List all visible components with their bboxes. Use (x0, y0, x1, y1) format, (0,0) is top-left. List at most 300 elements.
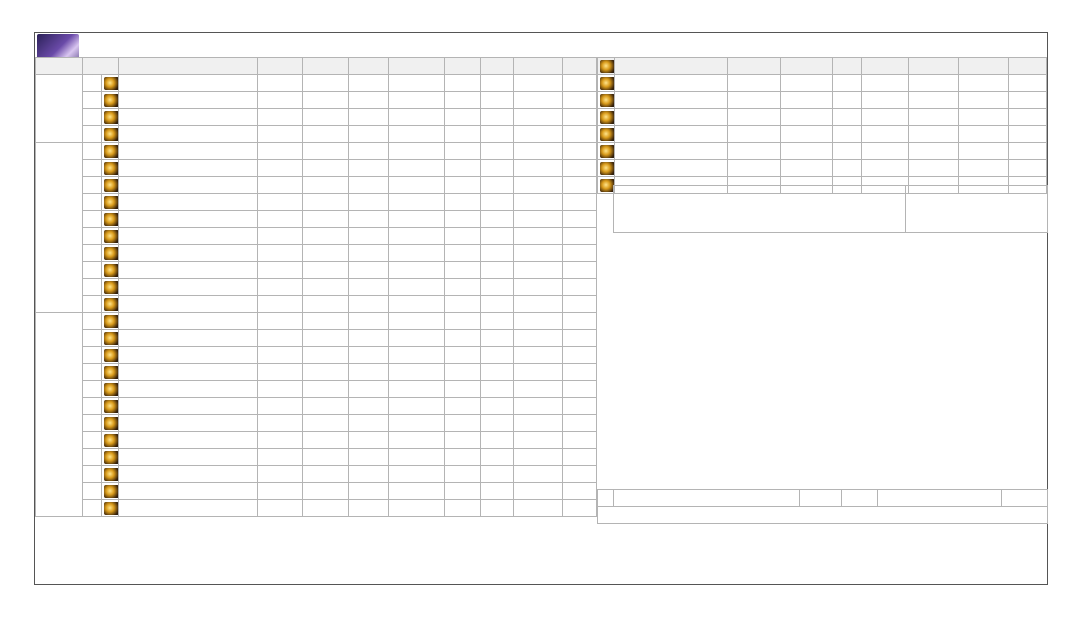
skill-icon-cell (101, 160, 118, 177)
skill-row (36, 415, 597, 432)
skill-real-cooldown (480, 211, 514, 228)
talisman-row (598, 126, 1047, 143)
header-cd (444, 58, 480, 75)
skill-start-level (82, 415, 101, 432)
skill-start-level (82, 313, 101, 330)
skill-cooldown (444, 228, 480, 245)
skill-row (36, 432, 597, 449)
skill-level (258, 432, 302, 449)
skill-icon-cell (101, 483, 118, 500)
skill-icon-cell (101, 415, 118, 432)
skill-aura (563, 109, 597, 126)
skill-cooldown (444, 483, 480, 500)
skill-name (118, 75, 258, 92)
talisman-rate (728, 109, 780, 126)
talisman-row (598, 92, 1047, 109)
header-rate (728, 58, 780, 75)
talisman-dps-up (958, 109, 1008, 126)
skill-real-cooldown (480, 415, 514, 432)
skill-cooldown (444, 75, 480, 92)
skill-icon (104, 349, 118, 362)
skill-icon-cell (101, 279, 118, 296)
skill-start-level (82, 75, 101, 92)
skill-level (258, 245, 302, 262)
skill-base-percent (302, 92, 349, 109)
skill-icon (104, 417, 118, 430)
skill-icon-cell (101, 500, 118, 517)
skill-name (118, 194, 258, 211)
talisman-name (614, 92, 727, 109)
skill-name (118, 432, 258, 449)
skill-icon (104, 196, 118, 209)
talisman-aura (1009, 92, 1047, 109)
skill-level (258, 313, 302, 330)
skill-dps (514, 500, 563, 517)
skill-name (118, 364, 258, 381)
skill-row (36, 500, 597, 517)
skill-dps (514, 347, 563, 364)
skill-dps (514, 432, 563, 449)
skill-name (118, 228, 258, 245)
skill-start-level (82, 381, 101, 398)
talisman-row (598, 109, 1047, 126)
skill-aura (563, 364, 597, 381)
skill-base-percent (302, 279, 349, 296)
skill-real-cooldown (480, 398, 514, 415)
skill-aura (563, 211, 597, 228)
skill-level (258, 381, 302, 398)
talisman-cooldown (832, 92, 861, 109)
skill-level-percent (389, 466, 444, 483)
skill-tp (349, 466, 389, 483)
talisman-rate (728, 160, 780, 177)
skill-dps (514, 143, 563, 160)
skill-cooldown (444, 92, 480, 109)
skill-row (36, 262, 597, 279)
skill-level-percent (389, 262, 444, 279)
skill-dps (514, 177, 563, 194)
skill-level (258, 398, 302, 415)
skill-cooldown (444, 330, 480, 347)
talisman-aura (1009, 126, 1047, 143)
skill-start-level (82, 330, 101, 347)
header-name (614, 58, 727, 75)
skill-name (118, 466, 258, 483)
skill-real-cooldown (480, 296, 514, 313)
aura-rate-value (1002, 490, 1048, 507)
skill-base-percent (302, 245, 349, 262)
skill-real-cooldown (480, 466, 514, 483)
talisman-single-up (908, 126, 958, 143)
skill-icon (104, 179, 118, 192)
skill-level (258, 415, 302, 432)
skill-real-cooldown (480, 143, 514, 160)
skill-base-percent (302, 381, 349, 398)
skill-level-percent (389, 364, 444, 381)
skill-tp (349, 211, 389, 228)
skill-real-cooldown (480, 109, 514, 126)
skill-tp (349, 143, 389, 160)
skill-base-percent (302, 398, 349, 415)
skill-level-percent (389, 500, 444, 517)
skill-start-level (82, 279, 101, 296)
skill-row (36, 75, 597, 92)
header-dps (514, 58, 563, 75)
skill-aura (563, 75, 597, 92)
skill-icon-cell (101, 313, 118, 330)
skill-level-percent (389, 381, 444, 398)
skill-cooldown (444, 432, 480, 449)
skill-icon (104, 77, 118, 90)
skill-name (118, 449, 258, 466)
skill-level-percent (389, 75, 444, 92)
skill-dps (514, 245, 563, 262)
talisman-aura (1009, 160, 1047, 177)
skill-start-level (82, 109, 101, 126)
talisman-dps (862, 160, 908, 177)
talisman-aura (1009, 109, 1047, 126)
skill-dps (514, 330, 563, 347)
skill-icon (104, 366, 118, 379)
skill-aura (563, 194, 597, 211)
skill-real-cooldown (480, 92, 514, 109)
skill-dps (514, 398, 563, 415)
talisman-cooldown (832, 143, 861, 160)
talisman-icon (600, 77, 614, 90)
skill-aura (563, 126, 597, 143)
skill-aura (563, 415, 597, 432)
skill-tp (349, 347, 389, 364)
skill-icon-cell (101, 245, 118, 262)
skill-aura (563, 296, 597, 313)
talisman-cooldown (832, 126, 861, 143)
skill-icon (104, 213, 118, 226)
talisman-icon-cell (598, 92, 615, 109)
skill-start-level (82, 177, 101, 194)
talisman-rate (728, 75, 780, 92)
skill-icon (104, 162, 118, 175)
skill-level (258, 347, 302, 364)
skill-cooldown (444, 415, 480, 432)
skill-tp (349, 109, 389, 126)
skill-start-level (82, 500, 101, 517)
skill-icon (104, 502, 118, 515)
skill-aura (563, 449, 597, 466)
skill-aura (563, 381, 597, 398)
skill-row (36, 398, 597, 415)
skill-start-level (82, 228, 101, 245)
skill-tp (349, 330, 389, 347)
skill-tp (349, 75, 389, 92)
skill-cooldown (444, 313, 480, 330)
skill-dps (514, 109, 563, 126)
skill-name (118, 483, 258, 500)
skill-start-level (82, 347, 101, 364)
skill-category (36, 313, 83, 517)
skill-level-percent (389, 143, 444, 160)
skill-aura (563, 279, 597, 296)
skill-tp (349, 296, 389, 313)
talisman-header-row (598, 58, 1047, 75)
header-name (118, 58, 258, 75)
talisman-icon-cell (598, 75, 615, 92)
skill-icon-cell (101, 364, 118, 381)
skill-base-percent (302, 262, 349, 279)
skill-category (36, 75, 83, 143)
skill-real-cooldown (480, 228, 514, 245)
skill-base-percent (302, 177, 349, 194)
skill-dps (514, 228, 563, 245)
skill-aura (563, 398, 597, 415)
skill-row (36, 381, 597, 398)
skill-tp (349, 381, 389, 398)
skill-name (118, 381, 258, 398)
skill-icon (104, 230, 118, 243)
talisman-single-up (908, 143, 958, 160)
talisman-icon-cell (598, 177, 615, 194)
talisman-icon (600, 128, 614, 141)
talisman-name (614, 75, 727, 92)
skill-name (118, 92, 258, 109)
skill-tp (349, 245, 389, 262)
skill-aura (563, 432, 597, 449)
skill-row (36, 160, 597, 177)
skill-tp (349, 262, 389, 279)
skill-level (258, 177, 302, 194)
sheet-title (35, 33, 1047, 57)
skill-cooldown (444, 449, 480, 466)
skill-row (36, 194, 597, 211)
skill-level (258, 483, 302, 500)
talisman-name (614, 160, 727, 177)
notes-block (35, 521, 1047, 584)
skill-level (258, 126, 302, 143)
talisman-cooldown (832, 160, 861, 177)
skill-real-cooldown (480, 347, 514, 364)
talisman-dps-up (958, 92, 1008, 109)
skill-base-percent (302, 109, 349, 126)
skill-icon-cell (101, 466, 118, 483)
skill-start-level (82, 262, 101, 279)
skill-start-level (82, 466, 101, 483)
skill-level (258, 279, 302, 296)
skill-row (36, 313, 597, 330)
skill-dps (514, 194, 563, 211)
skill-icon (104, 485, 118, 498)
skill-aura (563, 330, 597, 347)
header-cd (832, 58, 861, 75)
skill-cooldown (444, 143, 480, 160)
skill-tp (349, 177, 389, 194)
skill-row (36, 245, 597, 262)
skill-icon (104, 332, 118, 345)
talisman-name (614, 126, 727, 143)
skill-real-cooldown (480, 262, 514, 279)
skill-dps (514, 296, 563, 313)
skill-level (258, 143, 302, 160)
skill-base-percent (302, 126, 349, 143)
skill-start-level (82, 398, 101, 415)
skill-name (118, 500, 258, 517)
skill-level-percent (389, 194, 444, 211)
skill-dps (514, 381, 563, 398)
skill-dps (514, 466, 563, 483)
skill-name (118, 330, 258, 347)
talisman-row (598, 75, 1047, 92)
header-lvp (389, 58, 444, 75)
skill-dps (514, 364, 563, 381)
header-start-level (82, 58, 118, 75)
header-base (302, 58, 349, 75)
skill-level (258, 466, 302, 483)
skill-row (36, 228, 597, 245)
skill-start-level (82, 432, 101, 449)
skill-cooldown (444, 398, 480, 415)
skill-real-cooldown (480, 381, 514, 398)
skill-level-percent (389, 432, 444, 449)
skill-level (258, 228, 302, 245)
skill-level-percent (389, 92, 444, 109)
header-aura (1009, 58, 1047, 75)
skill-row (36, 466, 597, 483)
skill-icon (104, 128, 118, 141)
skill-level (258, 75, 302, 92)
skill-level-percent (389, 245, 444, 262)
skill-icon-cell (101, 228, 118, 245)
skill-header-row (36, 58, 597, 75)
skill-name (118, 279, 258, 296)
skill-real-cooldown (480, 500, 514, 517)
skill-base-percent (302, 415, 349, 432)
skill-cooldown (444, 279, 480, 296)
skill-table (35, 57, 597, 517)
skill-name (118, 347, 258, 364)
talisman-dps-up (958, 126, 1008, 143)
skill-real-cooldown (480, 432, 514, 449)
buff-total-value (842, 490, 878, 507)
skill-level (258, 296, 302, 313)
skill-tp (349, 160, 389, 177)
header-lvp (780, 58, 832, 75)
skill-level-percent (389, 415, 444, 432)
skill-category (36, 143, 83, 313)
skill-base-percent (302, 228, 349, 245)
skill-dps (514, 160, 563, 177)
skill-icon (104, 145, 118, 158)
skill-cooldown (444, 347, 480, 364)
skill-dps (514, 449, 563, 466)
skill-icon (104, 111, 118, 124)
talisman-cooldown (832, 109, 861, 126)
talisman-level-percent (780, 92, 832, 109)
talisman-header-icon (600, 60, 614, 73)
skill-aura (563, 245, 597, 262)
skill-level (258, 449, 302, 466)
talisman-level-percent (780, 109, 832, 126)
rate-value (906, 186, 1048, 233)
talisman-level-percent (780, 143, 832, 160)
skill-icon-cell (101, 449, 118, 466)
skill-cooldown (444, 177, 480, 194)
skill-dps (514, 92, 563, 109)
skill-real-cooldown (480, 177, 514, 194)
skill-row (36, 347, 597, 364)
skill-real-cooldown (480, 313, 514, 330)
talisman-icon (600, 145, 614, 158)
skill-row (36, 330, 597, 347)
skill-real-cooldown (480, 279, 514, 296)
skill-row (36, 279, 597, 296)
skill-level-percent (389, 483, 444, 500)
skill-icon-cell (101, 398, 118, 415)
talisman-aura (1009, 143, 1047, 160)
skill-aura (563, 466, 597, 483)
skill-cooldown (444, 194, 480, 211)
header-single (908, 58, 958, 75)
skill-start-level (82, 449, 101, 466)
aura-rate-label (878, 490, 1002, 507)
skill-cooldown (444, 500, 480, 517)
skill-cooldown (444, 381, 480, 398)
skill-aura (563, 262, 597, 279)
skill-tp (349, 449, 389, 466)
talisman-dps (862, 143, 908, 160)
skill-aura (563, 483, 597, 500)
skill-level-percent (389, 347, 444, 364)
skill-aura (563, 177, 597, 194)
skill-real-cooldown (480, 194, 514, 211)
skill-start-level (82, 483, 101, 500)
skill-cooldown (444, 211, 480, 228)
skill-name (118, 245, 258, 262)
skill-row (36, 126, 597, 143)
talisman-dps-up (958, 143, 1008, 160)
talisman-icon (600, 94, 614, 107)
skill-real-cooldown (480, 75, 514, 92)
skill-cooldown (444, 296, 480, 313)
skill-icon (104, 468, 118, 481)
talisman-dps (862, 92, 908, 109)
header-ulv (258, 58, 302, 75)
skill-aura (563, 92, 597, 109)
skill-icon-cell (101, 177, 118, 194)
skill-real-cooldown (480, 449, 514, 466)
skill-cooldown (444, 126, 480, 143)
skill-icon-cell (101, 262, 118, 279)
buff-summary (597, 489, 1048, 524)
skill-aura (563, 228, 597, 245)
talisman-single-up (908, 92, 958, 109)
skill-real-cooldown (480, 330, 514, 347)
skill-base-percent (302, 143, 349, 160)
header-aura (563, 58, 597, 75)
header-tp (349, 58, 389, 75)
skill-cooldown (444, 109, 480, 126)
skill-level (258, 330, 302, 347)
skill-dps (514, 279, 563, 296)
talisman-dps (862, 75, 908, 92)
skill-icon-cell (101, 109, 118, 126)
skill-level (258, 109, 302, 126)
skill-icon (104, 298, 118, 311)
talisman-rate (728, 92, 780, 109)
skill-tp (349, 415, 389, 432)
skill-tp (349, 126, 389, 143)
skill-icon-cell (101, 296, 118, 313)
skill-base-percent (302, 500, 349, 517)
skill-icon (104, 400, 118, 413)
skill-start-level (82, 211, 101, 228)
